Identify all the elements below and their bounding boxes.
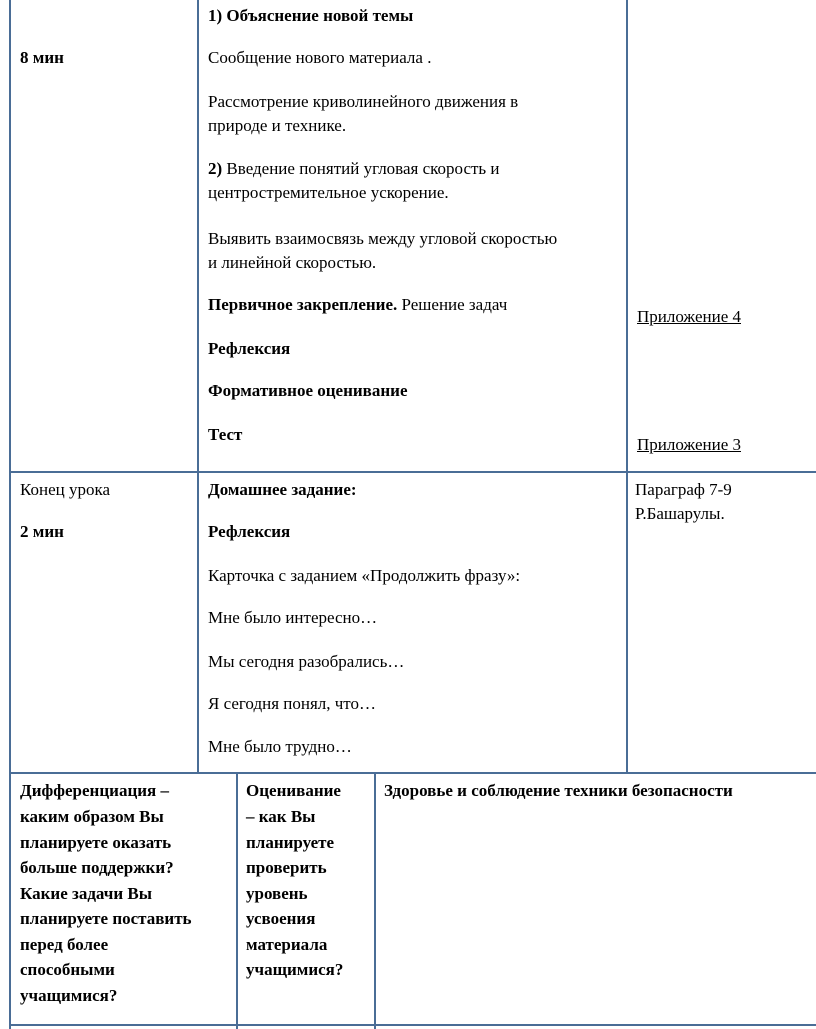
table-border [9,0,11,1029]
differentiation-line: планируете оказать [20,833,172,852]
row1-paragraph: Выявить взаимосвязь между угловой скоростью [208,229,558,248]
table-border [236,772,238,1029]
assessment-line: Оценивание [246,781,341,800]
section1-title: 1) Объяснение новой темы [208,6,414,25]
table-border [374,772,376,1029]
appendix-3-link[interactable]: Приложение 3 [637,435,741,454]
paragraph-reference: Параграф 7-9 [635,480,732,499]
row1-paragraph: Рассмотрение криволинейного движения в [208,92,519,111]
differentiation-line: планируете поставить [20,909,192,928]
differentiation-line: больше поддержки? [20,858,174,877]
assessment-line: проверить [246,858,327,877]
section2-text: Введение понятий угловая скорость и [222,159,500,178]
formative-label: Формативное оценивание [208,381,408,400]
section2-number: 2) [208,159,223,178]
differentiation-line: учащимися? [20,986,118,1005]
author-reference: Р.Башарулы. [635,504,725,523]
test-label: Тест [208,425,243,444]
primary-consolidation-label: Первичное закрепление. [208,295,398,314]
row1-paragraph: центростремительное ускорение. [208,183,449,202]
row2-time: 2 мин [20,522,64,541]
assessment-line: уровень [246,884,308,903]
table-border [9,772,816,774]
row1-paragraph: Сообщение нового материала . [208,48,432,67]
reflexia-label: Рефлексия [208,522,291,541]
table-border [197,0,199,772]
appendix-4-link[interactable]: Приложение 4 [637,307,741,326]
phrase: Я сегодня понял, что… [208,694,377,713]
homework-label: Домашнее задание: [208,480,357,499]
section2-line [208,157,500,181]
assessment-line: усвоения [246,909,316,928]
differentiation-line: каким образом Вы [20,807,164,826]
health-safety-heading: Здоровье и соблюдение техники безопасности [384,781,733,800]
row1-paragraph: и линейной скоростью. [208,253,377,272]
assessment-line: материала [246,935,328,954]
assessment-line: – как Вы [246,807,316,826]
differentiation-line: перед более [20,935,109,954]
assessment-line: учащимися? [246,960,344,979]
row2-stage: Конец урока [20,480,111,499]
primary-consolidation [208,293,507,317]
phrase: Мне было трудно… [208,737,352,756]
table-border [626,0,628,772]
phrase: Мы сегодня разобрались… [208,652,405,671]
table-border [9,471,816,473]
phrase: Мне было интересно… [208,608,378,627]
card-task: Карточка с заданием «Продолжить фразу»: [208,566,521,585]
differentiation-line: Дифференциация – [20,781,169,800]
primary-consolidation-text: Решение задач [397,295,508,314]
differentiation-line: Какие задачи Вы [20,884,152,903]
differentiation-line: способными [20,960,115,979]
reflexia-label: Рефлексия [208,339,291,358]
row1-paragraph: природе и технике. [208,116,347,135]
assessment-line: планируете [246,833,335,852]
table-border [9,1024,816,1026]
row1-time: 8 мин [20,48,64,67]
